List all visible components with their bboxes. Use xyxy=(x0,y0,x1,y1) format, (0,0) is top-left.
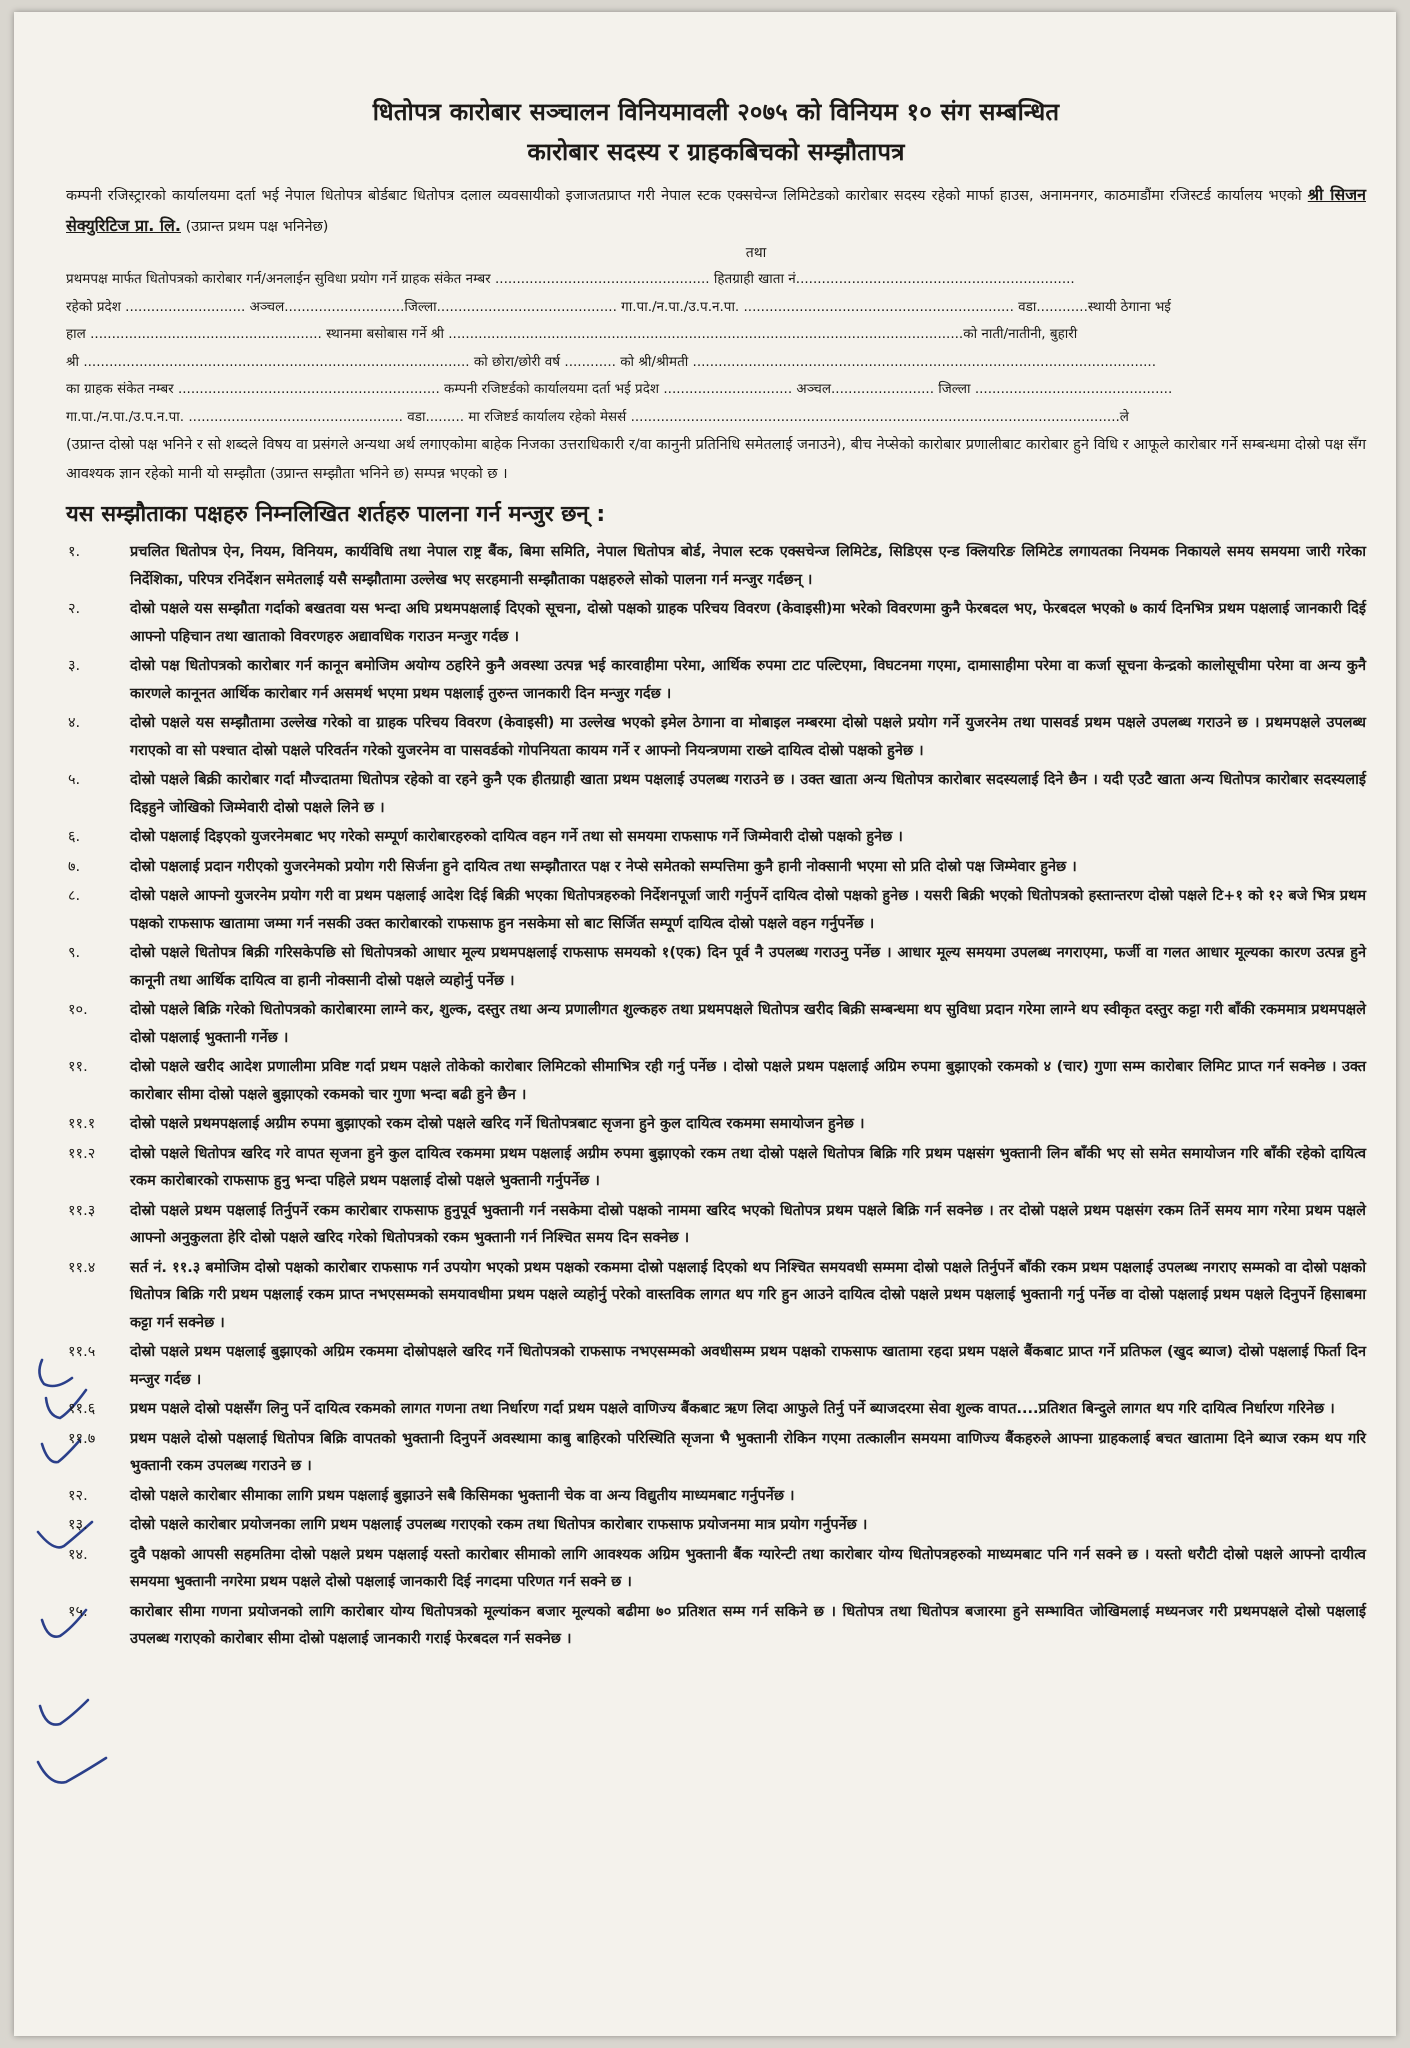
clause-text: दोस्रो पक्षले खरीद आदेश प्रणालीमा प्रविष्ट गर्दा प्रथम पक्षले तोकेको कारोबार लिमिटको सीमाभित्र रही गर्नु पर्नेछ । दोस्रो पक्षले प्रथम पक्षलाई अग्रिम रुपमा बुझाएको रकमको ४ (चार) गुणा सम्म कारोबार लिमिट प्राप्त गर्न सक्नेछ । उक्त कारोबार सीमा दोस्रो पक्षले बुझाएको रकमको चार गुणा भन्दा बढी हुने छैन । xyxy=(130,1059,1366,1103)
closing-paragraph: (उप्रान्त दोस्रो पक्ष भनिने र सो शब्दले विषय वा प्रसंगले अन्यथा अर्थ लगाएकोमा बाहेक निजका उत्तराधिकारी र/वा कानुनी प्रतिनिधि समेतलाई जनाउने), बीच नेप्सेको कारोबार प्रणालीबाट कारोबार हुने विधि र आफूले कारोबार गर्ने सम्बन्धमा दोस्रो पक्ष सँग आवश्यक ज्ञान रहेको मानी यो सम्झौता (उप्रान्त सम्झौता भनिने छ) सम्पन्न भएको छ । xyxy=(66,437,1366,482)
document-content xyxy=(66,92,1366,1656)
clause-text: प्रथम पक्षले दोस्रो पक्षलाई धितोपत्र बिक्रि वापतको भुक्तानी दिनुपर्ने अवस्थामा काबु बाहिरको परिस्थिति सृजना भै भुक्तानी रोकिन गएमा तत्कालीन समयमा वाणिज्य बैंकहरुले आफ्ना ग्राहकलाई बचत खातामा दिने ब्याज रकम थप गरि भुक्तानी रकम उपलब्ध गराउने छ । xyxy=(130,1430,1366,1474)
first-party-name: श्री सिजन सेक्युरिटिज प्रा. लि. xyxy=(66,185,1366,235)
intro-text: कम्पनी रजिस्ट्रारको कार्यालयमा दर्ता भई नेपाल धितोपत्र बोर्डबाट धितोपत्र दलाल व्यवसायीको इजाजतप्राप्त गरी नेपाल स्टक एक्सचेन्ज लिमिटेडको कारोबार सदस्य रहेको मार्फा हाउस, अनामनगर, काठमाडौंमा रजिस्टर्ड कार्यालय भएको xyxy=(66,188,1302,204)
clause-number: ५. xyxy=(68,772,81,788)
clause-text: प्रथम पक्षले दोस्रो पक्षसँग लिनु पर्ने दायित्व रकमको लागत गणना तथा निर्धारण गर्दा प्रथम पक्षले वाणिज्य बैंकबाट ऋण लिदा आफुले तिर्नु पर्ने ब्याजदरमा सेवा शुल्क वापत....प्रतिशत बिन्दुले लागत थप गरि दायित्व निर्धारण गरिनेछ । xyxy=(130,1401,1335,1417)
clause-item xyxy=(66,710,1366,765)
clause-number: ११.१ xyxy=(68,1116,96,1132)
terms-heading: यस सम्झौताका पक्षहरु निम्नलिखित शर्तहरु पालना गर्न मन्जुर छन् : xyxy=(66,502,606,527)
clause-number: ६. xyxy=(68,829,81,845)
clause-number: ७. xyxy=(68,858,81,875)
clause-number: ११.७ xyxy=(68,1430,96,1447)
clause-number: ३. xyxy=(68,658,81,674)
form-line-current-address: हाल ...................................................... स्थानमा बसोबास गर्ने श्री ........................................................................................................................को नाती/नातीनी, बुहारी xyxy=(66,326,1078,342)
intro-suffix: (उप्रान्त प्रथम पक्ष भनिनेछ) xyxy=(185,219,329,235)
clause-item xyxy=(66,596,1366,651)
clause-item xyxy=(66,1512,1366,1540)
tick-mark-11-7 xyxy=(38,1758,106,1783)
clause-text: दोस्रो पक्षले आफ्नो युजरनेम प्रयोग गरी वा प्रथम पक्षलाई आदेश दिई बिक्री भएका धितोपत्रहरुको निर्देशनपूर्जा जारी गर्नुपर्ने दायित्व दोस्रो पक्षको हुनेछ । यसरी बिक्री भएको धितोपत्रको हस्तान्तरण दोस्रो पक्षले टि+१ को १२ बजे भित्र प्रथम पक्षको राफसाफ खातामा जम्मा गर्न नसकी उक्त कारोबारको राफसाफ हुन नसकेमा सो बाट सिर्जित सम्पूर्ण दायित्व दोस्रो पक्षले वहन गर्नुपर्नेछ । xyxy=(130,888,1366,932)
clause-list xyxy=(66,539,1366,1654)
clause-item xyxy=(66,1141,1366,1196)
clause-number: ८. xyxy=(68,888,81,904)
clause-text: दोस्रो पक्षले कारोबार सीमाका लागि प्रथम पक्षलाई बुझाउने सबै किसिमका भुक्तानी चेक वा अन्य विद्युतीय माध्यमबाट गर्नुपर्नेछ । xyxy=(130,1487,795,1504)
document-title-line2: कारोबार सदस्य र ग्राहकबिचको सम्झौतापत्र xyxy=(527,138,905,166)
clause-number: १. xyxy=(68,544,81,560)
clause-text: दोस्रो पक्षले कारोबार प्रयोजनका लागि प्रथम पक्षलाई उपलब्ध गराएको रकम तथा धितोपत्र कारोबार राफसाफ प्रयोजनमा मात्र प्रयोग गर्नुपर्नेछ । xyxy=(130,1517,868,1533)
clause-item xyxy=(66,1255,1366,1338)
clause-number: ११.६ xyxy=(68,1401,96,1417)
clause-number: ११.३ xyxy=(68,1202,96,1219)
document-page xyxy=(14,12,1396,2036)
form-line-client-code: प्रथमपक्ष मार्फत धितोपत्रको कारोबार गर्न/अनलाईन सुविधा प्रयोग गर्ने ग्राहक संकेत नम्बर .................................................. हितग्राही खाता नं................................................................. xyxy=(66,271,1075,287)
clause-text: दोस्रो पक्षलाई दिइएको युजरनेमबाट भए गरेको सम्पूर्ण कारोबारहरुको दायित्व वहन गर्ने तथा सो समयमा राफसाफ गर्ने जिम्मेवारी दोस्रो पक्षको हुनेछ । xyxy=(130,829,903,845)
client-details-form xyxy=(66,266,1366,431)
clause-text: दोस्रो पक्षले धितोपत्र बिक्री गरिसकेपछि सो धितोपत्रको आधार मूल्य प्रथमपक्षलाई राफसाफ समयको १(एक) दिन पूर्व नै उपलब्ध गराउनु पर्नेछ । आधार मूल्य समयमा उपलब्ध नगराएमा, फर्जी वा गलत आधार मूल्यका कारण उत्पन्न हुने कानूनी तथा आर्थिक दायित्व वा हानी नोक्सानी दोस्रो पक्षले व्यहोर्नु पर्नेछ । xyxy=(130,945,1366,989)
clause-text: दोस्रो पक्ष धितोपत्रको कारोबार गर्न कानून बमोजिम अयोग्य ठहरिने कुनै अवस्था उत्पन्न भई कारवाहीमा परेमा, आर्थिक रुपमा टाट पल्टिएमा, विघटनमा गएमा, दामासाहीमा परेमा वा कर्जा सूचना केन्द्रको कालोसूचीमा परेमा वा अन्य कुनै कारणले कानूनत आर्थिक कारोबार गर्न असमर्थ भएमा प्रथम पक्षलाई तुरुन्त जानकारी दिन मन्जुर गर्दछ । xyxy=(130,658,1366,702)
clause-item xyxy=(66,940,1366,995)
clause-item xyxy=(66,653,1366,708)
clause-text: दोस्रो पक्षले यस सम्झौता गर्दाको बखतवा यस भन्दा अघि प्रथमपक्षलाई दिएको सूचना, दोस्रो पक्षको ग्राहक परिचय विवरण (केवाइसी)मा भरेको विवरणमा कुनै फेरबदल भए, फेरबदल भएको ७ कार्य दिनभित्र प्रथम पक्षलाई जानकारी दिई आफ्नो पहिचान तथा खाताको विवरणहरु अद्यावधिक गराउन मन्जुर गर्दछ । xyxy=(130,601,1366,645)
clause-item xyxy=(66,1599,1366,1654)
clause-item xyxy=(66,1542,1366,1597)
clause-item xyxy=(66,883,1366,938)
clause-text: दोस्रो पक्षले बिक्री कारोबार गर्दा मौज्दातमा धितोपत्र रहेको वा रहने कुनै एक हीतग्राही खाता प्रथम पक्षलाई उपलब्ध गराउने छ । उक्त खाता अन्य धितोपत्र कारोबार सदस्यलाई दिने छैन । यदी एउटै खाता अन्य धितोपत्र कारोबार सदस्यलाई दिइहुने जोखिको जिम्मेवारी दोस्रो पक्षले लिने छ । xyxy=(130,772,1366,816)
clause-number: १५. xyxy=(68,1603,88,1620)
clause-number: ११.४ xyxy=(68,1259,96,1276)
form-line-registered-office: गा.पा./न.पा./उ.प.न.पा. .................................................. वडा......... मा रजिष्टर्ड कार्यालय रहेको मेसर्स ..................................................................................................................ले xyxy=(66,408,1129,425)
clause-text: प्रचलित धितोपत्र ऐन, नियम, विनियम, कार्यविधि तथा नेपाल राष्ट्र बैंक, बिमा समिति, नेपाल धितोपत्र बोर्ड, नेपाल स्टक एक्सचेन्ज लिमिटेड, सिडिएस एन्ड क्लियरिङ लिमिटेड लगायतका नियमक निकायले समय समयमा जारी गरेका निर्देशिका, परिपत्र रनिर्देशन समेतलाई यसै सम्झौतामा उल्लेख भए सरहमानी सम्झौताका पक्षहरुले सोको पालना गर्न मन्जुर गर्दछन् । xyxy=(130,544,1366,588)
intro-paragraph xyxy=(66,180,1366,242)
clause-number: १०. xyxy=(68,1002,88,1018)
clause-item xyxy=(66,1426,1366,1481)
tick-mark-11-6 xyxy=(40,1700,88,1725)
clause-item xyxy=(66,1339,1366,1394)
clause-text: दोस्रो पक्षले प्रथमपक्षलाई अग्रीम रुपमा बुझाएको रकम दोस्रो पक्षले खरिद गर्ने धितोपत्रबाट सृजना हुने कुल दायित्व रकममा समायोजन हुनेछ । xyxy=(130,1116,865,1132)
clause-item xyxy=(66,1054,1366,1109)
clause-number: १३. xyxy=(68,1517,88,1533)
clause-item xyxy=(66,1483,1366,1511)
clause-number: ११.५ xyxy=(68,1344,96,1360)
clause-text: दोस्रो पक्षले प्रथम पक्षलाई तिर्नुपर्ने रकम कारोबार राफसाफ हुनुपूर्व भुक्तानी गर्न नसकेमा दोस्रो पक्षको नाममा खरिद भएको धितोपत्र प्रथम पक्षले बिक्रि गर्न सक्नेछ । तर दोस्रो पक्षले प्रथम पक्षसंग रकम तिर्ने समय माग गरेमा प्रथम पक्षले आफ्नो अनुकुलता हेरि दोस्रो पक्षले खरिद गरेको धितोपत्रको रकम भुक्तानी गर्न निश्चित समय दिन सक्नेछ । xyxy=(130,1202,1366,1246)
clause-text: कारोबार सीमा गणना प्रयोजनको लागि कारोबार योग्य धितोपत्रको मूल्यांकन बजार मूल्यको बढीमा ७० प्रतिशत सम्म गर्न सकिने छ । धितोपत्र तथा धितोपत्र बजारमा हुने सम्भावित जोखिमलाई मध्यनजर गरी प्रथमपक्षले दोस्रो पक्षलाई उपलब्ध गराएको कारोबार सीमा दोस्रो पक्षलाई जानकारी गराई फेरबदल गर्न सक्नेछ । xyxy=(130,1603,1366,1647)
form-line-company-registration: का ग्राहक संकेत नम्बर ............................................................. कम्पनी रजिष्टर्डको कार्यालयमा दर्ता भई प्रदेश .............................. अञ्चल........................ जिल्ला .............................................. xyxy=(66,381,1173,397)
tatha-label: तथा xyxy=(745,245,767,261)
clause-number: २. xyxy=(68,601,81,617)
clause-number: ४. xyxy=(68,715,81,731)
clause-item xyxy=(66,824,1366,852)
clause-text: सर्त नं. ११.३ बमोजिम दोस्रो पक्षको कारोबार राफसाफ गर्न उपयोग भएको प्रथम पक्षको रकममा दोस्रो पक्षलाई दिएको थप निश्चित समयवधी सम्ममा दोस्रो पक्षले तिर्नुपर्ने बाँकी रकम प्रथम पक्षलाई उपलब्ध नगराए सम्मको वा दोस्रो पक्षको धितोपत्र बिक्रि गरी प्रथम पक्षलाई रकम प्राप्त नभएसम्मको समयावधीमा प्रथम पक्षले व्यहोर्नु परेको वास्तविक लागत थप गरि हुन आउने दायित्व दोस्रो पक्षले प्रथम पक्षलाई भुक्तानी गर्नु पर्नेछ वा दोस्रो पक्षलाई प्रथम पक्षले दिनुपर्ने हिसाबमा कट्टा गर्न सक्नेछ । xyxy=(130,1259,1366,1331)
clause-item xyxy=(66,767,1366,822)
clause-text: दोस्रो पक्षले प्रथम पक्षलाई बुझाएको अग्रिम रकममा दोस्रोपक्षले खरिद गर्ने धितोपत्रको राफसाफ नभएसम्मको अवधीसम्म प्रथम पक्षको राफसाफ खातामा रहदा प्रथम पक्षले बैंकबाट प्राप्त गर्ने प्रतिफल (खुद ब्याज) दोस्रो पक्षलाई फिर्ता दिन मन्जुर गर्दछ । xyxy=(130,1344,1366,1388)
clause-item xyxy=(66,997,1366,1052)
form-line-permanent-address: रहेको प्रदेश ............................ अञ्चल............................जिल्ला.......................................... गा.पा./न.पा./उ.प.न.पा. ............................................................... वडा............स्थायी ठेगाना भई xyxy=(66,298,1171,315)
clause-text: दोस्रो पक्षले धितोपत्र खरिद गरे वापत सृजना हुने कुल दायित्व रकममा प्रथम पक्षलाई अग्रीम रुपमा बुझाएको रकम तथा दोस्रो पक्षले धितोपत्र बिक्रि गरि प्रथम पक्षसंग भुक्तानी लिन बाँकी भए सो समेत समायोजन गरि बाँकी रहेको दायित्व रकम कारोबारको राफसाफ हुनु भन्दा पहिले प्रथम पक्षलाई दोस्रो पक्षले भुक्तानी गर्नुपर्नेछ । xyxy=(130,1145,1366,1189)
clause-text: दोस्रो पक्षले बिक्रि गरेको धितोपत्रको कारोबारमा लाग्ने कर, शुल्क, दस्तुर तथा अन्य प्रणालीगत शुल्कहरु तथा प्रथमपक्षले धितोपत्र खरीद बिक्री सम्बन्धमा थप सुविधा प्रदान गरेमा लाग्ने थप स्वीकृत दस्तुर कट्टा गरी बाँकी रकममात्र प्रथमपक्षले दोस्रो पक्षलाई भुक्तानी गर्नेछ । xyxy=(130,1002,1366,1046)
clause-text: दोस्रो पक्षलाई प्रदान गरीएको युजरनेमको प्रयोग गरी सिर्जना हुने दायित्व तथा सम्झौतारत पक्ष र नेप्से समेतको सम्पत्तिमा कुनै हानी नोक्सानी भएमा सो प्रति दोस्रो पक्ष जिम्मेवार हुनेछ । xyxy=(130,858,1077,875)
clause-text: दोस्रो पक्षले यस सम्झौतामा उल्लेख गरेको वा ग्राहक परिचय विवरण (केवाइसी) मा उल्लेख भएको इमेल ठेगाना वा मोबाइल नम्बरमा दोस्रो पक्षले प्रयोग गर्ने युजरनेम तथा पासवर्ड प्रथम पक्षले उपलब्ध गराउने छ । प्रथमपक्षले उपलब्ध गराएको वा सो पश्चात दोस्रो पक्षले परिवर्तन गरेको युजरनेम वा पासवर्डको गोपनियता कायम गर्ने र आफ्नो नियन्त्रणमा राख्ने दायित्व दोस्रो पक्षको हुनेछ । xyxy=(130,715,1366,759)
form-line-relations: श्री .......................................................................................... को छोरा/छोरी वर्ष ............ को श्री/श्रीमती ............................................................................................................ xyxy=(66,353,1157,370)
clause-text: दुवै पक्षको आपसी सहमतिमा दोस्रो पक्षले प्रथम पक्षलाई यस्तो कारोबार सीमाको लागि आवश्यक अग्रिम भुक्तानी बैंक ग्यारेन्टी तथा कारोबार योग्य धितोपत्रहरुको माध्यमबाट पनि गर्न सक्ने छ । यस्तो धरौटी दोस्रो पक्षले आफ्नो दायीत्व समयमा भुक्तानी नगरेमा प्रथम पक्षले दोस्रो पक्षलाई जानकारी दिई नगदमा परिणत गर्न सक्ने छ । xyxy=(130,1546,1366,1590)
clause-number: १४. xyxy=(68,1546,88,1563)
clause-item xyxy=(66,1396,1366,1424)
clause-item xyxy=(66,1111,1366,1139)
clause-number: १२. xyxy=(68,1487,88,1504)
clause-item xyxy=(66,854,1366,882)
clause-item xyxy=(66,1198,1366,1253)
clause-number: ११. xyxy=(68,1059,88,1075)
clause-number: ९. xyxy=(68,945,81,961)
document-title-line1: धितोपत्र कारोबार सञ्चालन विनियमावली २०७५ को विनियम १० संग सम्बन्धित xyxy=(372,98,1060,126)
clause-number: ११.२ xyxy=(68,1145,96,1162)
clause-item xyxy=(66,539,1366,594)
